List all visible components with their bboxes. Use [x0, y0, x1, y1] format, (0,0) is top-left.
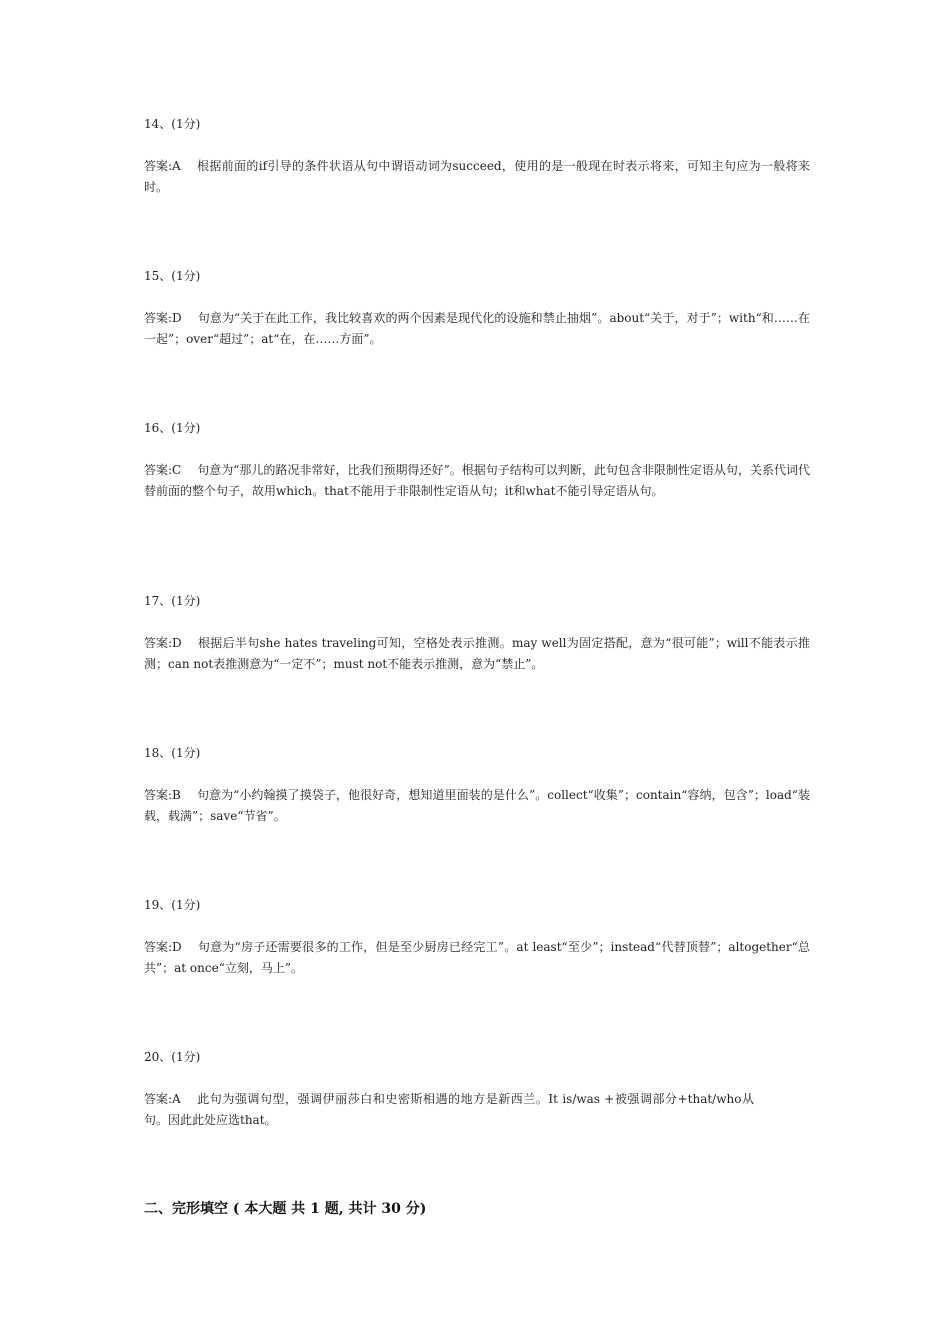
answer-block — [144, 156, 810, 198]
answer-key: 答案:C — [144, 463, 182, 477]
answer-explanation: 根据后半句she hates traveling可知，空格处表示推测。may well为固定搭配，意为“很可能”；will不能表示推测；can not表推测意为“一定不”；must not不能表示推测，意为“禁止”。 — [144, 636, 810, 671]
answer-block — [144, 633, 810, 675]
question-item-16 — [144, 420, 810, 502]
answer-block — [144, 937, 810, 979]
answer-block — [144, 785, 810, 827]
question-number: 19、(1分) — [144, 898, 201, 912]
answer-key: 答案:B — [144, 788, 181, 802]
answer-key: 答案:D — [144, 940, 182, 954]
question-number: 15、(1分) — [144, 269, 201, 283]
answer-explanation: 句意为“小约翰摸了摸袋子，他很好奇，想知道里面装的是什么”。collect“收集”；contain“容纳，包含”；load“装载，载满”；save“节省”。 — [144, 788, 810, 823]
question-item-18 — [144, 745, 810, 827]
question-number: 18、(1分) — [144, 746, 201, 760]
answer-explanation: 句意为“房子还需要很多的工作，但是至少厨房已经完工”。at least“至少”；instead“代替顶替”；altogether“总共”；at once“立刻，马上”。 — [144, 940, 810, 975]
question-number: 16、(1分) — [144, 421, 201, 435]
question-item-15 — [144, 268, 810, 350]
section-heading: 二、完形填空 ( 本大题 共 1 题, 共计 30 分) — [144, 1201, 427, 1217]
question-item-20 — [144, 1049, 754, 1131]
question-number: 14、(1分) — [144, 117, 201, 131]
question-item-14 — [144, 116, 810, 198]
answer-key: 答案:A — [144, 1092, 181, 1106]
question-item-17 — [144, 593, 810, 675]
answer-explanation: 此句为强调句型，强调伊丽莎白和史密斯相遇的地方是新西兰。It is/was +被强调部分+that/who从句。因此此处应选that。 — [144, 1092, 754, 1127]
answer-block — [144, 1089, 754, 1131]
answer-explanation: 句意为“关于在此工作，我比较喜欢的两个因素是现代化的设施和禁止抽烟”。about“关于，对于”；with“和……在一起”；over“超过”；at“在，在……方面”。 — [144, 311, 810, 346]
question-item-19 — [144, 897, 810, 979]
answer-key: 答案:A — [144, 159, 181, 173]
answer-key: 答案:D — [144, 636, 182, 650]
answer-block — [144, 308, 810, 350]
answer-block — [144, 460, 810, 502]
answer-key: 答案:D — [144, 311, 182, 325]
answer-explanation: 句意为“那儿的路况非常好，比我们预期得还好”。根据句子结构可以判断，此句包含非限制性定语从句，关系代词代替前面的整个句子，故用which。that不能用于非限制性定语从句；it和what不能引导定语从句。 — [144, 463, 810, 498]
question-number: 17、(1分) — [144, 594, 201, 608]
question-number: 20、(1分) — [144, 1050, 201, 1064]
answer-explanation: 根据前面的if引导的条件状语从句中谓语动词为succeed，使用的是一般现在时表示将来，可知主句应为一般将来时。 — [144, 159, 810, 194]
